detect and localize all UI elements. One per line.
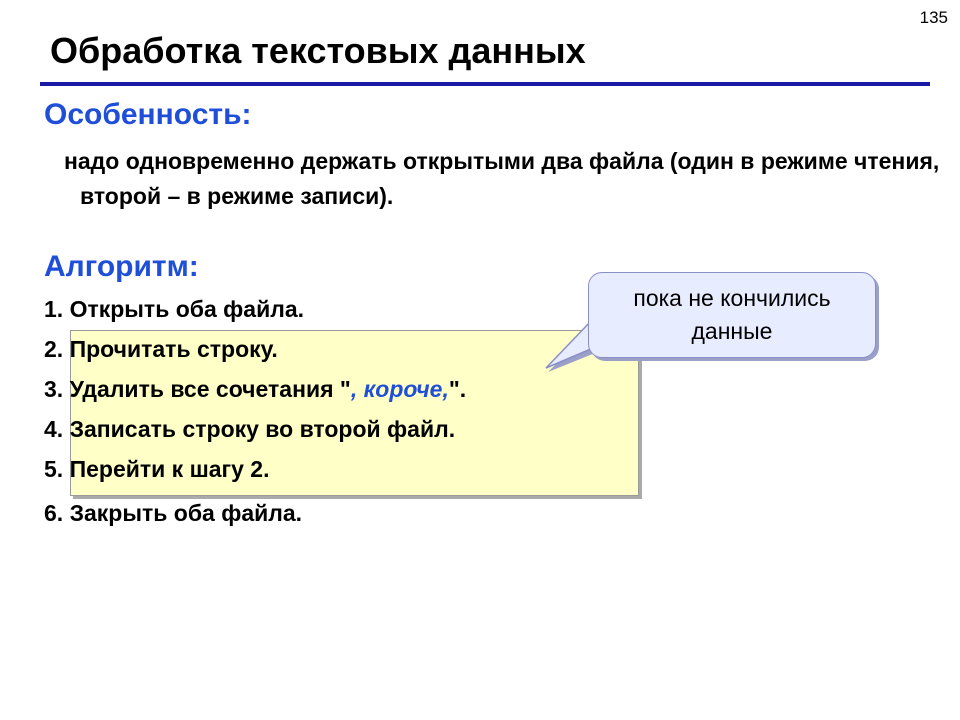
- page-title: Обработка текстовых данных: [50, 30, 586, 71]
- callout-line-2: данные: [691, 318, 773, 344]
- step-3-prefix: 3. Удалить все сочетания ": [44, 376, 351, 402]
- step-6: 6. Закрыть оба файла.: [44, 500, 303, 526]
- page-number: 135: [919, 8, 948, 27]
- step-5: 5. Перейти к шагу 2.: [44, 456, 270, 482]
- step-2: 2. Прочитать строку.: [44, 336, 278, 362]
- step-1: 1. Открыть оба файла.: [44, 296, 305, 322]
- algorithm-heading: Алгоритм:: [44, 250, 199, 283]
- feature-text: надо одновременно держать открытыми два файла (один в режиме чтения, второй – в режиме записи).: [64, 148, 940, 209]
- step-4: 4. Записать строку во второй файл.: [44, 416, 456, 442]
- feature-heading: Особенность:: [44, 98, 252, 131]
- callout-bubble: [588, 272, 876, 358]
- step-3-suffix: ".: [448, 376, 467, 402]
- step-3-highlight: , короче,: [350, 376, 449, 402]
- callout-line-1: пока не кончились: [633, 285, 831, 311]
